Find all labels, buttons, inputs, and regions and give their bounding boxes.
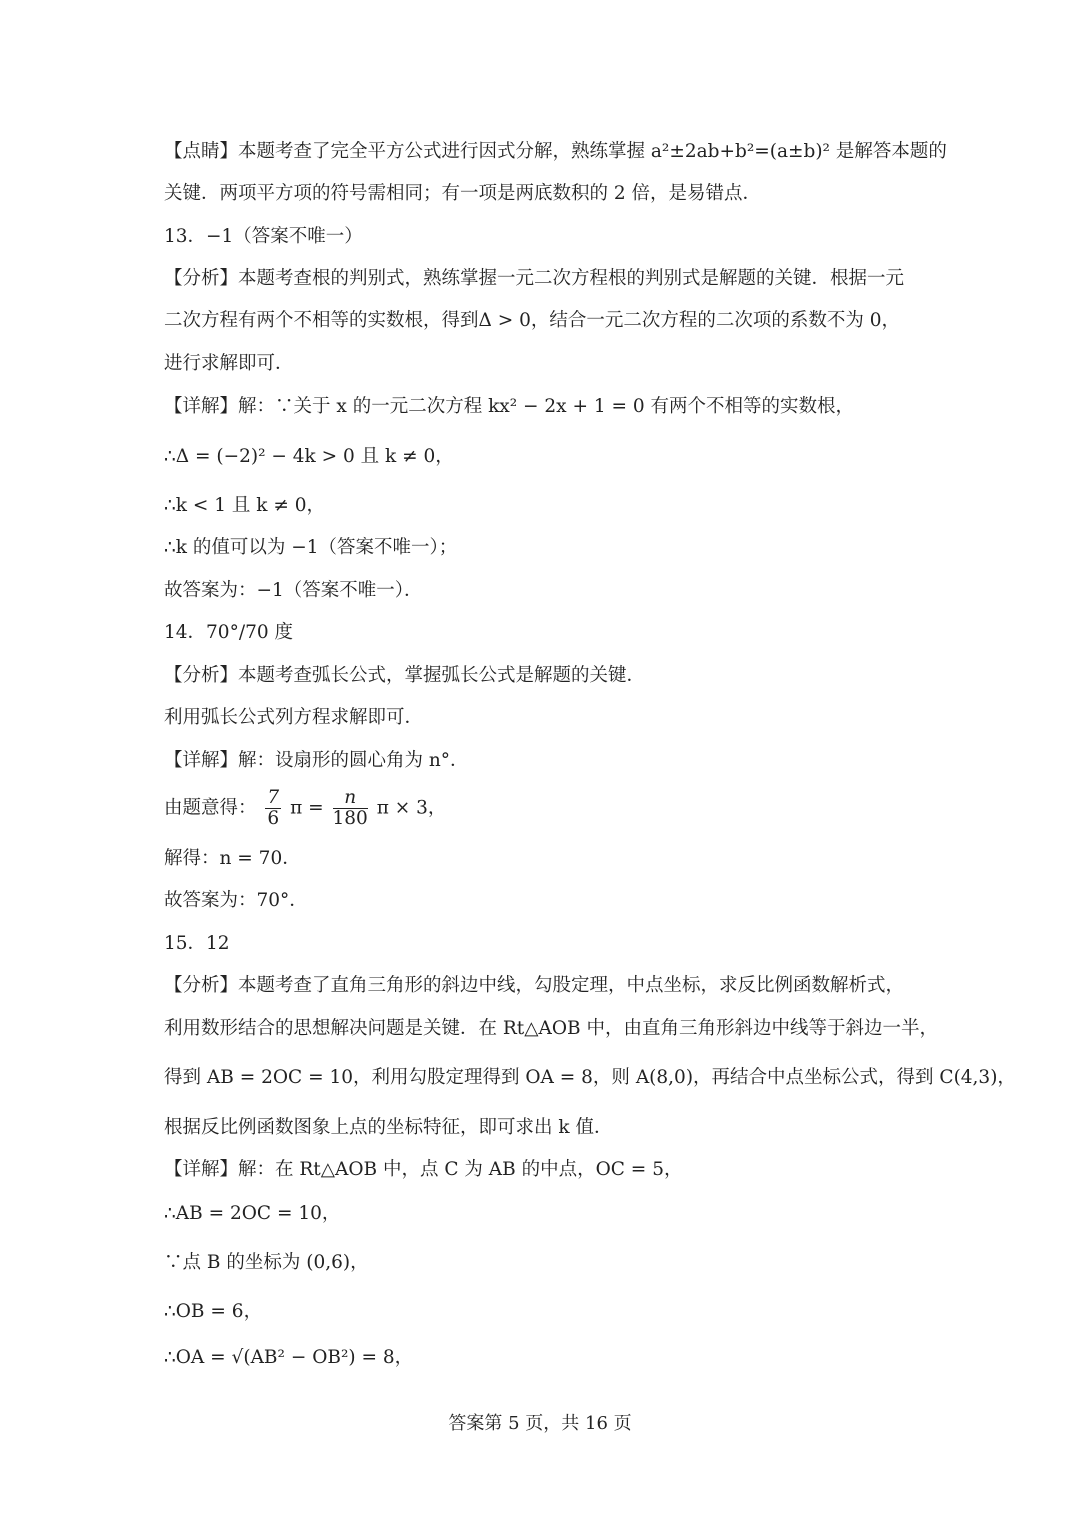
denominator: 6 [267, 808, 280, 829]
text-line: ∴AB = 2OC = 10， [164, 1203, 341, 1224]
text-line: 【分析】本题考查根的判别式，熟练掌握一元二次方程根的判别式是解题的关键．根据一元 [164, 268, 905, 289]
denominator: 180 [332, 808, 368, 829]
fraction [333, 788, 368, 829]
text-line: ∴k < 1 且 k ≠ 0， [164, 495, 326, 516]
equation-tail: π × 3， [376, 797, 447, 819]
text-line: ∴OB = 6， [164, 1301, 263, 1322]
text-line: ∴k 的值可以为 −1（答案不唯一）； [164, 537, 458, 558]
text-line: 进行求解即可． [164, 353, 294, 374]
question-13-answer: 13．−1（答案不唯一） [164, 226, 363, 247]
text-line: 【点睛】本题考查了完全平方公式进行因式分解，熟练掌握 a²±2ab+b²=(a±b)² 是解答本题的 [164, 141, 947, 162]
text-line: 关键．两项平方项的符号需相同；有一项是两底数积的 2 倍，是易错点． [164, 183, 762, 204]
text-line: ∵点 B 的坐标为 (0,6)， [164, 1252, 369, 1273]
numerator: n [333, 788, 368, 809]
text-line: 利用数形结合的思想解决问题是关键．在 Rt△AOB 中，由直角三角形斜边中线等于斜边一半， [164, 1018, 938, 1039]
fraction [265, 788, 281, 829]
text-line: 【详解】解：在 Rt△AOB 中，点 C 为 AB 的中点，OC = 5， [164, 1159, 683, 1180]
fraction-equation [164, 788, 446, 829]
text-line: 【分析】本题考查弧长公式，掌握弧长公式是解题的关键． [164, 665, 646, 686]
text-line: 解得：n = 70． [164, 848, 301, 869]
text-line: 故答案为：70°． [164, 890, 308, 911]
text-line: 根据反比例函数图象上点的坐标特征，即可求出 k 值． [164, 1117, 613, 1138]
text-line: ∴OA = √(AB² − OB²) = 8， [164, 1347, 414, 1368]
question-15-answer: 15．12 [164, 933, 230, 954]
text-line: 得到 AB = 2OC = 10，利用勾股定理得到 OA = 8，则 A(8,0)，再结合中点坐标公式，得到 C(4,3)， [164, 1067, 1016, 1088]
text-line: 利用弧长公式列方程求解即可． [164, 707, 424, 728]
equation-prefix: 由题意得： [164, 797, 257, 819]
text-line: 二次方程有两个不相等的实数根，得到Δ > 0，结合一元二次方程的二次项的系数不为 0， [164, 310, 901, 331]
text-line: 【详解】解：∵关于 x 的一元二次方程 kx² − 2x + 1 = 0 有两个不相等的实数根， [164, 396, 855, 417]
text-line: 【详解】解：设扇形的圆心角为 n°． [164, 750, 469, 771]
page-footer: 答案第 5 页，共 16 页 [448, 1413, 632, 1434]
numerator: 7 [267, 787, 280, 808]
question-14-answer: 14．70°/70 度 [164, 622, 293, 643]
equation-mid: π = [290, 797, 324, 819]
text-line: 故答案为：−1（答案不唯一）． [164, 580, 423, 601]
text-line: ∴Δ = (−2)² − 4k > 0 且 k ≠ 0， [164, 446, 454, 467]
text-line: 【分析】本题考查了直角三角形的斜边中线，勾股定理，中点坐标，求反比例函数解析式， [164, 975, 905, 996]
